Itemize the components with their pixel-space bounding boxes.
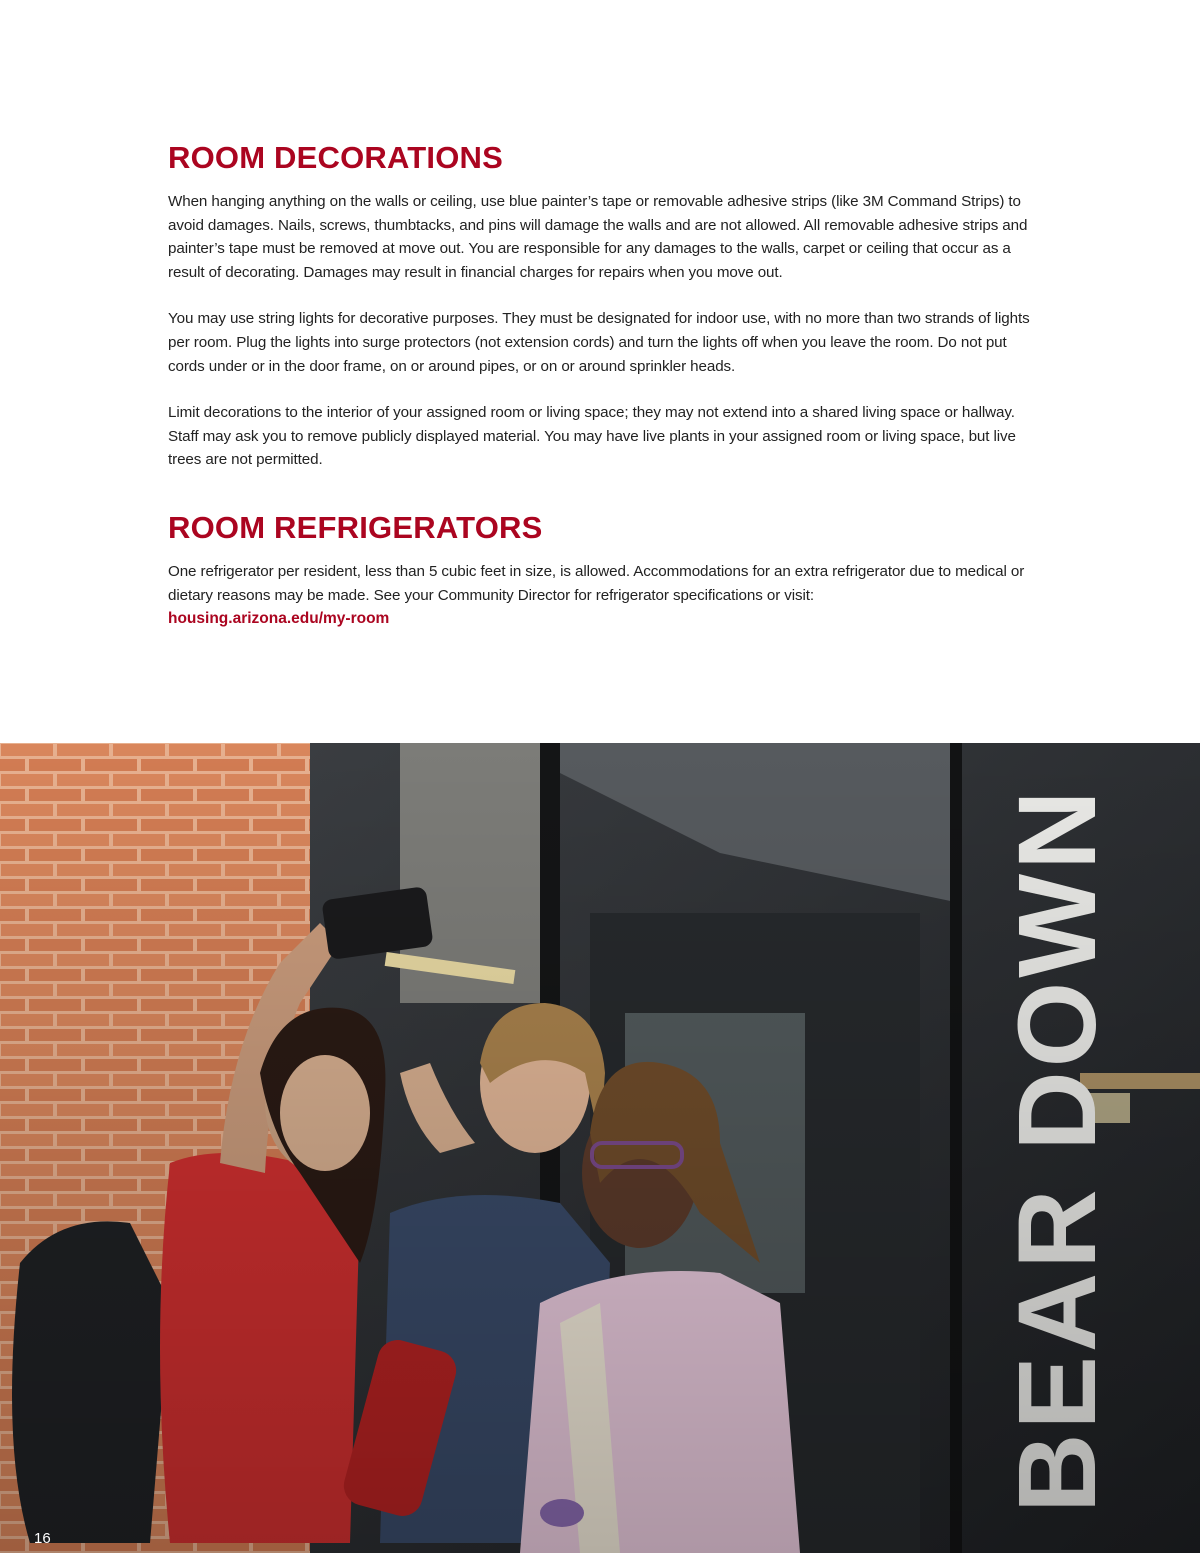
paragraph: When hanging anything on the walls or ceiling, use blue painter’s tape or removable adhesive strips (like 3M Command Strips) to avoid damages. Nails, screws, thumbtacks, and pins will damage the walls and are not allowed. All removable adhesive strips and painter’s tape must be removed at move out. You are responsible for any damages to the walls, carpet or ceiling that occur as a result of decorating. Damages may result in financial charges for repairs when you move out. xyxy=(168,193,1028,281)
housing-link[interactable]: housing.arizona.edu/my-room xyxy=(168,610,390,628)
room-decorations-section xyxy=(168,140,1038,472)
main-content xyxy=(168,140,1038,628)
students-selfie-photo xyxy=(0,743,1200,1553)
section-heading: ROOM DECORATIONS xyxy=(168,140,504,175)
paragraph: You may use string lights for decorative purposes. They must be designated for indoor use, with no more than two strands of lights per room. Plug the lights into surge protectors (not extension cords) and turn the lights off when you leave the room. Do not put cords under or in the door frame, on or around pipes, or on or around sprinkler heads. xyxy=(168,310,1030,375)
room-refrigerators-section xyxy=(168,510,1038,628)
section-heading: ROOM REFRIGERATORS xyxy=(168,509,543,545)
paragraph: Limit decorations to the interior of your assigned room or living space; they may not extend into a shared living space or hallway. Staff may ask you to remove publicly displayed material. You may have live plants in your assigned room or living space, but live trees are not permitted. xyxy=(168,404,1016,469)
paragraph: One refrigerator per resident, less than 5 cubic feet in size, is allowed. Accommodations for an extra refrigerator due to medical or dietary reasons may be made. See your Community Director for refrigerator specifications or visit: xyxy=(168,562,1025,604)
page-number: 16 xyxy=(34,1530,51,1547)
